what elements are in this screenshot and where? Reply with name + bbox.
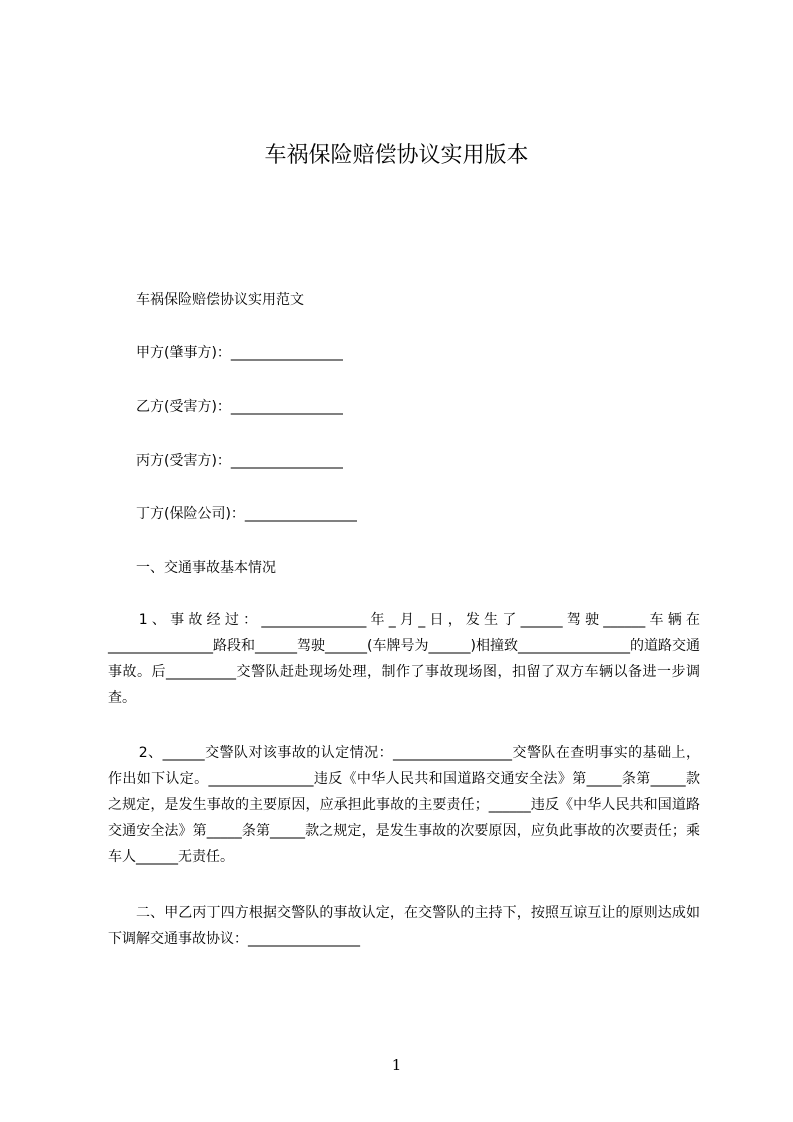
party-c-line: 丙方(受害方)：________________ [136, 453, 343, 469]
document-subtitle: 车祸保险赔偿协议实用范文 [136, 292, 304, 308]
party-d-line: 丁方(保险公司)：________________ [136, 506, 357, 522]
police-determination-paragraph: 2、______交警队对该事故的认定情况：_________________交警队在查明事实的基础上，作出如下认定。_______________违反《中华人民共和国道路交通安全法》第_____条第_____款之规定，是发生事故的主要原因，应承担此事故的主要责任；______违反《中华人民共和国道路交通安全法》第_____条第_____款之规定，是发生事故的次要原因，应负此事故的次要责任；乘车人______无责任。 [108, 745, 700, 865]
document-title: 车祸保险赔偿协议实用版本 [264, 143, 529, 168]
party-a-line: 甲方(肇事方)：________________ [136, 345, 343, 361]
section-one-heading: 一、交通事故基本情况 [136, 560, 276, 576]
accident-process-paragraph: 1、事故经过：_______________年_月_日，发生了______驾驶______车辆在_______________路段和______驾驶______(车牌号为______)相撞致________________的道路交通事故。后__________交警队赶赴现场处理，制作了事故现场图，扣留了双方车辆以备进一步调查。 [108, 612, 700, 706]
page-number: 1 [391, 1056, 402, 1074]
party-b-line: 乙方(受害方)：________________ [136, 399, 343, 415]
mediation-agreement-paragraph: 二、甲乙丙丁四方根据交警队的事故认定，在交警队的主持下，按照互谅互让的原则达成如下调解交通事故协议：________________ [108, 905, 700, 947]
